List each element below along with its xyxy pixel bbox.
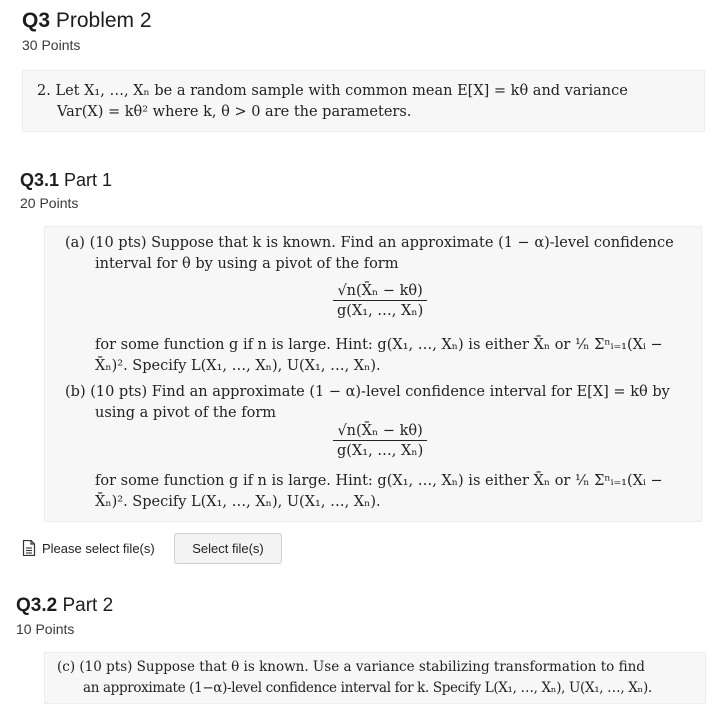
part-a-pivot-numerator: √n(X̄ₙ − kθ) — [333, 283, 427, 301]
part-a-pivot-denominator: g(X₁, …, Xₙ) — [337, 303, 424, 319]
problem-line-2: Var(X) = kθ² where k, θ > 0 are the parameters. — [57, 104, 412, 120]
part-b-line-4: X̄ₙ)². Specify L(X₁, …, Xₙ), U(X₁, …, Xₙ). — [95, 494, 381, 510]
part-b-line-2: using a pivot of the form — [95, 405, 277, 421]
part-b-line-3: for some function g if n is large. Hint: g(X₁, …, Xₙ) is either X̄ₙ or ⅟ₙ Σⁿᵢ₌₁(Xᵢ − — [95, 473, 663, 489]
part-b-pivot-denominator: g(X₁, …, Xₙ) — [337, 443, 424, 459]
problem-line-1: 2. Let X₁, …, Xₙ be a random sample with common mean E[X] = kθ and variance — [37, 83, 628, 99]
q3-title — [22, 9, 152, 33]
file-upload-label-text: Please select file(s) — [42, 540, 155, 556]
file-icon — [22, 540, 36, 556]
part-c-line-1: (c) (10 pts) Suppose that θ is known. Use a variance stabilizing transformation to find — [57, 659, 645, 675]
q32-title-number: Q3.2 — [16, 595, 58, 616]
q32-title — [16, 595, 113, 617]
q3-title-number: Q3 — [22, 9, 51, 32]
q3-title-text: Problem 2 — [50, 9, 152, 32]
q31-points: 20 Points — [20, 195, 79, 211]
q32-title-text: Part 2 — [57, 595, 114, 616]
part-a-line-2: interval for θ by using a pivot of the form — [95, 256, 399, 272]
part1-question-box — [44, 226, 702, 522]
q32-points: 10 Points — [16, 621, 75, 637]
part-b-pivot-fraction — [333, 423, 427, 459]
q31-title-number: Q3.1 — [20, 170, 60, 190]
file-upload-label — [22, 540, 155, 556]
select-files-button[interactable]: Select file(s) — [174, 533, 282, 564]
part-c-line-2: an approximate (1−α)-level confidence interval for k. Specify L(X₁, …, Xₙ), U(X₁, …, Xₙ). — [83, 680, 652, 696]
problem-statement-box — [22, 70, 705, 132]
part-a-line-4: X̄ₙ)². Specify L(X₁, …, Xₙ), U(X₁, …, Xₙ). — [95, 358, 381, 374]
part-b-pivot-numerator: √n(X̄ₙ − kθ) — [333, 423, 427, 441]
part-a-pivot-fraction — [333, 283, 427, 319]
part-a-line-1: (a) (10 pts) Suppose that k is known. Find an approximate (1 − α)-level confidence — [65, 235, 674, 251]
part-a-line-3: for some function g if n is large. Hint: g(X₁, …, Xₙ) is either X̄ₙ or ⅟ₙ Σⁿᵢ₌₁(Xᵢ − — [95, 337, 663, 353]
q31-title-text: Part 1 — [59, 170, 113, 190]
q3-points: 30 Points — [22, 37, 81, 53]
part-b-line-1: (b) (10 pts) Find an approximate (1 − α)-level confidence interval for E[X] = kθ by — [65, 384, 670, 400]
part2-question-box — [44, 652, 706, 704]
q31-title — [20, 170, 112, 191]
